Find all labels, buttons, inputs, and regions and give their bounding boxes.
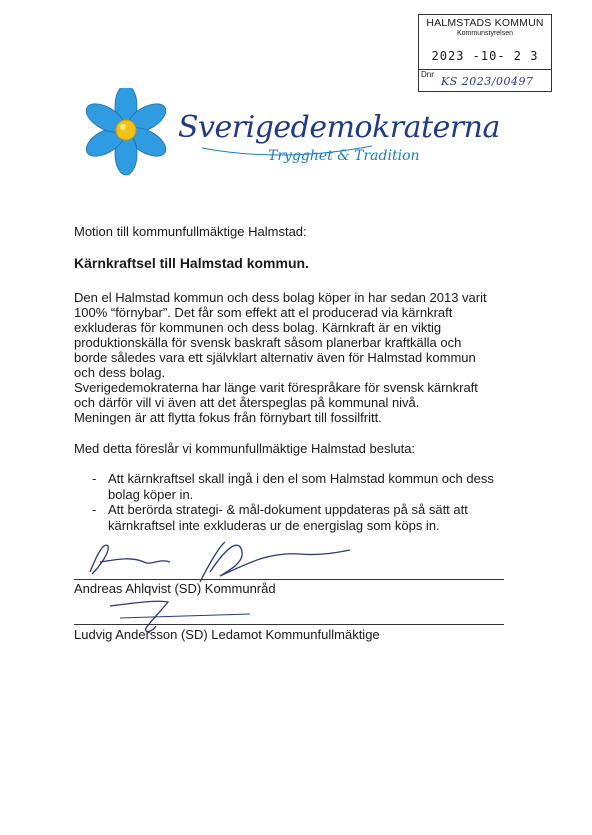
stamp-department: Kommunstyrelsen — [456, 30, 514, 37]
proposal-list — [92, 471, 532, 533]
list-item-line: Att berörda strategi- & mål-dokument uppdateras på så sätt att — [108, 502, 468, 517]
signer-name-1: Andreas Ahlqvist (SD) Kommunråd — [74, 581, 276, 596]
stamp-dnr-number: KS 2023/00497 — [441, 75, 534, 88]
stamp-dnr-label: Dnr — [421, 70, 434, 79]
bullet-dash: - — [92, 471, 97, 486]
list-item-line: kärnkraftsel inte exkluderas ur de energislag som köps in. — [108, 517, 440, 533]
body-line: Den el Halmstad kommun och dess bolag köper in har sedan 2013 varit — [74, 290, 487, 305]
list-item-line: bolag köper in. — [108, 486, 194, 502]
body-line: 100% “förnybar”. Det får som effekt att el producerad via kärnkraft — [74, 305, 453, 320]
flower-icon — [82, 88, 170, 175]
body-line: produktionskälla för svensk baskraft såsom planerbar kraftkälla och — [74, 335, 462, 350]
list-item — [92, 471, 532, 502]
signature-line — [74, 624, 504, 625]
body-line: exkluderas för kommunen och dess bolag. Kärnkraft är en viktig — [74, 320, 442, 335]
stamp-date: 2023 -10- 2 3 — [431, 49, 539, 63]
body-line: borde således vara ett självklart alternativ även för Halmstad kommun — [74, 350, 476, 365]
body-line: och därför vill vi även att det återspeglas på kommunal nivå. — [74, 395, 420, 410]
body-line: och dess bolag. — [74, 365, 166, 380]
motion-intro: Motion till kommunfullmäktige Halmstad: — [74, 224, 307, 239]
signer-name-2: Ludvig Andersson (SD) Ledamot Kommunfullmäktige — [74, 627, 380, 642]
logo-wordmark: Sverigedemokraterna — [178, 110, 500, 145]
proposal-intro: Med detta föreslår vi kommunfullmäktige Halmstad besluta: — [74, 441, 416, 456]
body-line: Meningen är att flytta fokus från förnybart till fossilfritt. — [74, 410, 382, 425]
motion-title: Kärnkraftsel till Halmstad kommun. — [74, 255, 309, 271]
list-item — [92, 502, 532, 533]
stamp-organization: HALMSTADS KOMMUN — [426, 17, 544, 29]
signature-line — [74, 579, 504, 580]
list-item-line: Att kärnkraftsel skall ingå i den el som Halmstad kommun och dess — [108, 471, 494, 486]
registration-stamp — [418, 14, 552, 92]
bullet-dash: - — [92, 502, 97, 517]
stamp-divider — [419, 69, 551, 70]
logo-tagline: Trygghet & Tradition — [268, 148, 420, 164]
body-line: Sverigedemokraterna har länge varit förespråkare för svensk kärnkraft — [74, 380, 478, 395]
